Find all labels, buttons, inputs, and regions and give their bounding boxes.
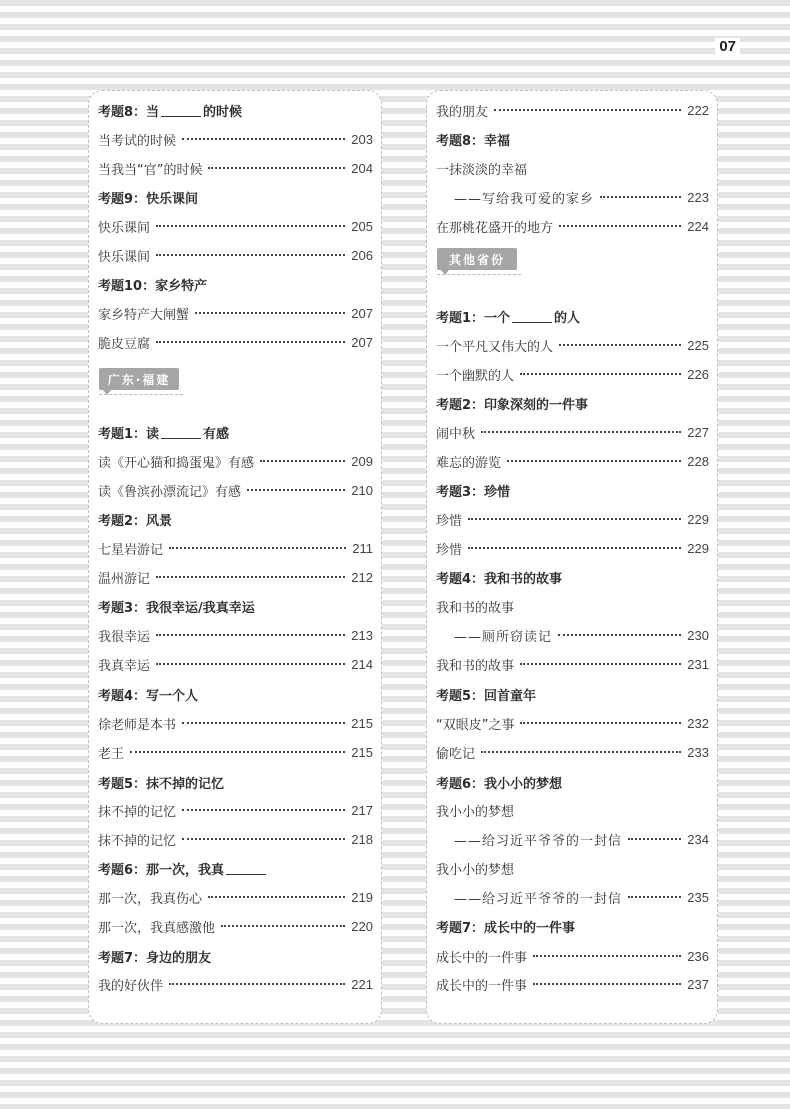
dot-leader bbox=[628, 838, 681, 840]
region-section-tag bbox=[99, 368, 183, 395]
entry-page-number: 233 bbox=[687, 744, 709, 760]
dot-leader bbox=[182, 809, 345, 811]
toc-entry[interactable] bbox=[436, 535, 709, 561]
entry-title: 温州游记 bbox=[98, 571, 151, 587]
entry-page-number: 218 bbox=[351, 831, 373, 847]
toc-entry[interactable] bbox=[436, 971, 709, 997]
entry-page-number: 236 bbox=[687, 948, 709, 964]
dot-leader bbox=[260, 460, 345, 462]
entry-title: ——给习近平爷爷的一封信 bbox=[454, 833, 623, 849]
toc-entry[interactable] bbox=[98, 826, 373, 852]
dot-leader bbox=[507, 460, 681, 462]
topic-heading bbox=[98, 506, 373, 532]
dot-leader bbox=[468, 547, 681, 549]
entry-title: 七星岩游记 bbox=[98, 542, 164, 558]
fill-in-blank bbox=[161, 104, 201, 117]
entry-title: 我和书的故事 bbox=[436, 658, 515, 674]
topic-heading bbox=[436, 564, 709, 590]
toc-entry[interactable] bbox=[436, 332, 709, 358]
region-label: 广东·福建 bbox=[99, 368, 179, 390]
dot-leader bbox=[558, 634, 681, 636]
dot-leader bbox=[208, 167, 345, 169]
toc-entry[interactable] bbox=[98, 242, 373, 268]
entry-title: 读《开心猫和捣蛋鬼》有感 bbox=[98, 455, 255, 471]
topic-heading bbox=[436, 769, 709, 795]
entry-page-number: 213 bbox=[351, 627, 373, 643]
topic-heading bbox=[436, 681, 709, 707]
topic-heading-text: 考题10：家乡特产 bbox=[98, 278, 208, 294]
toc-entry[interactable] bbox=[436, 739, 709, 765]
page-number: 07 bbox=[715, 38, 740, 55]
entry-title: ——厕所窃读记 bbox=[454, 629, 553, 645]
toc-entry[interactable] bbox=[98, 564, 373, 590]
dot-leader bbox=[600, 196, 681, 198]
entry-page-number: 234 bbox=[687, 831, 709, 847]
toc-subtitle-entry[interactable] bbox=[436, 826, 709, 852]
dot-leader bbox=[520, 722, 681, 724]
entry-title: 我和书的故事 bbox=[436, 600, 515, 616]
right-column-panel bbox=[426, 90, 718, 1024]
topic-heading-text: 考题9：快乐课间 bbox=[98, 191, 199, 207]
toc-entry[interactable] bbox=[98, 155, 373, 181]
toc-entry[interactable] bbox=[98, 971, 373, 997]
toc-entry[interactable] bbox=[98, 913, 373, 939]
toc-entry[interactable] bbox=[98, 329, 373, 355]
entry-page-number: 223 bbox=[687, 189, 709, 205]
topic-heading-text: 考题6：那一次，我真 bbox=[98, 862, 225, 878]
entry-title: 我很幸运 bbox=[98, 629, 151, 645]
topic-heading-text: 考题2：风景 bbox=[98, 513, 173, 529]
topic-heading-text: 考题8：幸福 bbox=[436, 133, 511, 149]
entry-page-number: 215 bbox=[351, 715, 373, 731]
entry-title: 成长中的一件事 bbox=[436, 950, 528, 966]
entry-title: 抹不掉的记忆 bbox=[98, 804, 177, 820]
left-column-panel bbox=[88, 90, 382, 1024]
dot-leader bbox=[208, 896, 345, 898]
entry-page-number: 221 bbox=[351, 976, 373, 992]
topic-heading bbox=[98, 271, 373, 297]
entry-page-number: 230 bbox=[687, 627, 709, 643]
topic-heading-text: 考题3：我很幸运/我真幸运 bbox=[98, 600, 255, 616]
entry-page-number: 212 bbox=[351, 569, 373, 585]
topic-heading bbox=[436, 303, 709, 329]
toc-entry[interactable] bbox=[98, 300, 373, 326]
dot-leader bbox=[156, 341, 345, 343]
dot-leader bbox=[156, 634, 345, 636]
dot-leader bbox=[195, 312, 345, 314]
entry-title: 当考试的时候 bbox=[98, 133, 177, 149]
entry-page-number: 232 bbox=[687, 715, 709, 731]
dot-leader bbox=[520, 663, 681, 665]
topic-heading bbox=[436, 126, 709, 152]
entry-title: 我的朋友 bbox=[436, 104, 489, 120]
entry-title: 我的好伙伴 bbox=[98, 978, 164, 994]
toc-entry bbox=[436, 855, 709, 881]
entry-page-number: 210 bbox=[351, 482, 373, 498]
entry-page-number: 229 bbox=[687, 511, 709, 527]
entry-title: 在那桃花盛开的地方 bbox=[436, 220, 554, 236]
entry-title: 一抹淡淡的幸福 bbox=[436, 162, 528, 178]
entry-title: 一个平凡又伟大的人 bbox=[436, 339, 554, 355]
dot-leader bbox=[481, 751, 681, 753]
dot-leader bbox=[533, 955, 681, 957]
fill-in-blank bbox=[226, 862, 266, 875]
entry-title: 一个幽默的人 bbox=[436, 368, 515, 384]
toc-entry[interactable] bbox=[436, 943, 709, 969]
dot-leader bbox=[221, 925, 345, 927]
toc-entry[interactable] bbox=[98, 535, 373, 561]
entry-title: 那一次，我真伤心 bbox=[98, 891, 203, 907]
toc-entry[interactable] bbox=[98, 213, 373, 239]
dot-leader bbox=[169, 983, 345, 985]
entry-title: 成长中的一件事 bbox=[436, 978, 528, 994]
topic-heading bbox=[98, 769, 373, 795]
dot-leader bbox=[559, 225, 681, 227]
toc-entry[interactable] bbox=[98, 448, 373, 474]
entry-title: 老王 bbox=[98, 746, 125, 762]
toc-entry[interactable] bbox=[98, 651, 373, 677]
topic-heading bbox=[98, 97, 373, 123]
entry-title: 珍惜 bbox=[436, 542, 463, 558]
topic-heading-text: 考题5：回首童年 bbox=[436, 688, 537, 704]
entry-page-number: 211 bbox=[352, 540, 373, 556]
dot-leader bbox=[156, 663, 345, 665]
entry-page-number: 205 bbox=[351, 218, 373, 234]
toc-subtitle-entry[interactable] bbox=[436, 884, 709, 910]
entry-title: 珍惜 bbox=[436, 513, 463, 529]
toc-entry[interactable] bbox=[436, 213, 709, 239]
topic-heading-text: 考题1：读 bbox=[98, 426, 160, 442]
entry-page-number: 224 bbox=[687, 218, 709, 234]
toc-entry[interactable] bbox=[436, 419, 709, 445]
dot-leader bbox=[481, 431, 681, 433]
entry-title: 那一次，我真感激他 bbox=[98, 920, 216, 936]
topic-heading bbox=[98, 943, 373, 969]
topic-heading bbox=[98, 681, 373, 707]
toc-entry[interactable] bbox=[436, 448, 709, 474]
toc-subtitle-entry[interactable] bbox=[436, 622, 709, 648]
entry-title: ——给习近平爷爷的一封信 bbox=[454, 891, 623, 907]
entry-page-number: 207 bbox=[351, 334, 373, 350]
entry-page-number: 228 bbox=[687, 453, 709, 469]
entry-title: 难忘的游览 bbox=[436, 455, 502, 471]
toc-entry[interactable] bbox=[436, 361, 709, 387]
toc-entry bbox=[436, 593, 709, 619]
entry-page-number: 209 bbox=[351, 453, 373, 469]
entry-page-number: 222 bbox=[687, 102, 709, 118]
topic-heading-text: 有感 bbox=[203, 426, 230, 442]
toc-entry[interactable] bbox=[436, 651, 709, 677]
topic-heading-text: 考题2：印象深刻的一件事 bbox=[436, 397, 589, 413]
entry-page-number: 203 bbox=[351, 131, 373, 147]
entry-page-number: 204 bbox=[351, 160, 373, 176]
topic-heading bbox=[98, 855, 373, 881]
toc-entry[interactable] bbox=[436, 506, 709, 532]
entry-title: 闹中秋 bbox=[436, 426, 476, 442]
topic-heading bbox=[436, 390, 709, 416]
entry-page-number: 220 bbox=[351, 918, 373, 934]
entry-title: 我小小的梦想 bbox=[436, 804, 515, 820]
entry-page-number: 229 bbox=[687, 540, 709, 556]
entry-title: “双眼皮”之事 bbox=[436, 717, 515, 733]
entry-page-number: 237 bbox=[687, 976, 709, 992]
topic-heading-text: 考题5：抹不掉的记忆 bbox=[98, 776, 225, 792]
toc-entry[interactable] bbox=[98, 710, 373, 736]
toc-entry[interactable] bbox=[98, 126, 373, 152]
topic-heading-text: 考题8：当 bbox=[98, 104, 160, 120]
dot-leader bbox=[468, 518, 681, 520]
entry-title: 家乡特产大闸蟹 bbox=[98, 307, 190, 323]
topic-heading-text: 考题4：写一个人 bbox=[98, 688, 199, 704]
dot-leader bbox=[494, 109, 681, 111]
topic-heading bbox=[98, 419, 373, 445]
topic-heading bbox=[98, 184, 373, 210]
entry-title: ——写给我可爱的家乡 bbox=[454, 191, 595, 207]
dot-leader bbox=[247, 489, 345, 491]
entry-page-number: 219 bbox=[351, 889, 373, 905]
dot-leader bbox=[520, 373, 681, 375]
dot-leader bbox=[169, 547, 346, 549]
entry-title: 我真幸运 bbox=[98, 658, 151, 674]
entry-page-number: 231 bbox=[687, 656, 709, 672]
topic-heading bbox=[98, 593, 373, 619]
fill-in-blank bbox=[161, 426, 201, 439]
entry-page-number: 214 bbox=[351, 656, 373, 672]
entry-page-number: 235 bbox=[687, 889, 709, 905]
entry-title: 读《鲁滨孙漂流记》有感 bbox=[98, 484, 242, 500]
fill-in-blank bbox=[512, 310, 552, 323]
dot-leader bbox=[628, 896, 681, 898]
region-section-tag bbox=[437, 248, 521, 275]
dot-leader bbox=[156, 576, 345, 578]
dot-leader bbox=[156, 254, 345, 256]
dot-leader bbox=[182, 138, 345, 140]
entry-title: 偷吃记 bbox=[436, 746, 476, 762]
topic-heading-text: 考题6：我小小的梦想 bbox=[436, 776, 563, 792]
toc-entry bbox=[436, 155, 709, 181]
toc-entry[interactable] bbox=[436, 97, 709, 123]
topic-heading-text: 考题4：我和书的故事 bbox=[436, 571, 563, 587]
tag-pointer-icon bbox=[441, 270, 449, 275]
region-label: 其他省份 bbox=[437, 248, 517, 270]
toc-entry[interactable] bbox=[98, 739, 373, 765]
dot-leader bbox=[182, 722, 345, 724]
entry-page-number: 215 bbox=[351, 744, 373, 760]
tag-pointer-icon bbox=[103, 390, 111, 395]
toc-entry bbox=[436, 797, 709, 823]
entry-title: 快乐课间 bbox=[98, 249, 151, 265]
dot-leader bbox=[130, 751, 345, 753]
toc-entry[interactable] bbox=[436, 710, 709, 736]
entry-page-number: 207 bbox=[351, 305, 373, 321]
topic-heading-text: 考题7：成长中的一件事 bbox=[436, 920, 576, 936]
topic-heading-text: 考题3：珍惜 bbox=[436, 484, 511, 500]
topic-heading-text: 的人 bbox=[554, 310, 581, 326]
entry-page-number: 206 bbox=[351, 247, 373, 263]
toc-entry[interactable] bbox=[98, 797, 373, 823]
entry-page-number: 227 bbox=[687, 424, 709, 440]
toc-entry[interactable] bbox=[98, 884, 373, 910]
topic-heading bbox=[436, 477, 709, 503]
entry-page-number: 226 bbox=[687, 366, 709, 382]
dot-leader bbox=[182, 838, 345, 840]
topic-heading-text: 考题7：身边的朋友 bbox=[98, 950, 212, 966]
entry-title: 快乐课间 bbox=[98, 220, 151, 236]
dot-leader bbox=[156, 225, 345, 227]
entry-title: 我小小的梦想 bbox=[436, 862, 515, 878]
entry-page-number: 225 bbox=[687, 337, 709, 353]
entry-title: 徐老师是本书 bbox=[98, 717, 177, 733]
entry-title: 抹不掉的记忆 bbox=[98, 833, 177, 849]
entry-title: 当我当“官”的时候 bbox=[98, 162, 203, 178]
entry-title: 脆皮豆腐 bbox=[98, 336, 151, 352]
topic-heading bbox=[436, 913, 709, 939]
dot-leader bbox=[559, 344, 681, 346]
toc-subtitle-entry[interactable] bbox=[436, 184, 709, 210]
toc-entry[interactable] bbox=[98, 622, 373, 648]
entry-page-number: 217 bbox=[351, 802, 373, 818]
dot-leader bbox=[533, 983, 681, 985]
topic-heading-text: 考题1：一个 bbox=[436, 310, 511, 326]
topic-heading-text: 的时候 bbox=[203, 104, 243, 120]
toc-entry[interactable] bbox=[98, 477, 373, 503]
